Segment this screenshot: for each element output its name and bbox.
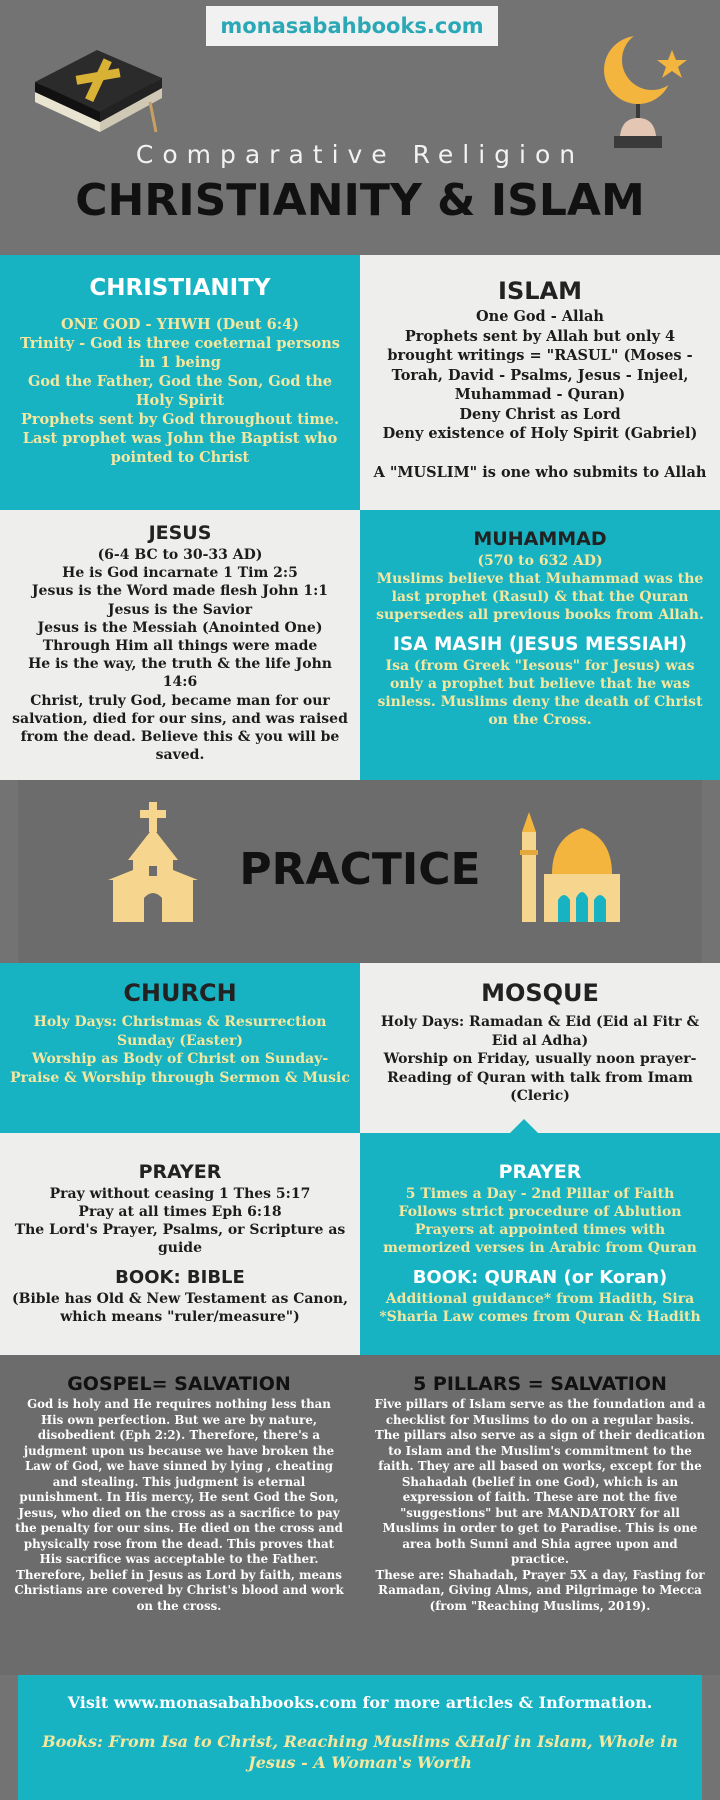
muhammad-panel <box>360 510 720 780</box>
church-body: Holy Days: Christmas & Resurrection Sunday (Easter) Worship as Body of Christ on Sunday- Praise & Worship through Sermon & Music <box>10 1014 350 1086</box>
christian-prayer-body: Pray without ceasing 1 Thes 5:17 Pray at all times Eph 6:18 The Lord's Prayer, Psalms, or Scripture as guide <box>14 1186 346 1256</box>
muslim-prayer-pointer <box>510 1119 538 1133</box>
salvation-section <box>0 1355 720 1675</box>
bible-body: (Bible has Old & New Testament as Canon, which means "ruler/measure") <box>12 1291 348 1325</box>
header-subtitle: Comparative Religion <box>135 140 585 169</box>
christianity-heading: CHRISTIANITY <box>89 275 271 301</box>
church-heading: CHURCH <box>123 979 237 1007</box>
crescent-star-icon <box>600 28 700 150</box>
footer-visit-link[interactable]: Visit www.monasabahbooks.com for more articles & Information. <box>67 1693 653 1712</box>
pillars-heading: 5 PILLARS = SALVATION <box>413 1373 667 1395</box>
islam-panel <box>360 255 720 510</box>
mosque-icon <box>516 802 626 922</box>
church-panel <box>0 963 360 1133</box>
christianity-panel <box>0 255 360 510</box>
muhammad-body: (570 to 632 AD) Muslims believe that Muhammad was the last prophet (Rasul) & that the Quran supersedes all previous books from Allah. <box>376 553 704 623</box>
header <box>0 0 720 255</box>
muhammad-heading: MUHAMMAD <box>473 528 607 550</box>
site-url-banner[interactable]: monasabahbooks.com <box>206 6 498 46</box>
practice-title: PRACTICE <box>239 844 481 895</box>
pillars-column <box>372 1373 708 1614</box>
gospel-column <box>14 1373 344 1614</box>
muslim-prayer-panel <box>360 1133 720 1355</box>
isa-body: Isa (from Greek "Iesous" for Jesus) was only a prophet but believe that he was sinless. Muslims deny the death of Christ on the Cross. <box>377 658 703 728</box>
islam-body: One God - Allah Prophets sent by Allah but only 4 brought writings = "RASUL" (Moses - Torah, David - Psalms, Jesus - Injeel, Muhammad - Quran) Deny Christ as Lord Deny existence of Holy Spirit (Gabriel) A "MUSLIM" is one who submits to Allah <box>373 308 707 481</box>
pillars-body: Five pillars of Islam serve as the foundation and a checklist for Muslims to do on a regular basis. The pillars also serve as a sign of their dedication to Islam and the Muslim's commitment to the faith. They are all based on works, except for the Shahadah (belief in one God), which is an expression of faith. These are not the five "suggestions" but are MANDATORY for all Muslims in order to get to Paradise. This is one area both Sunni and Shia agree upon and practice. These are: Shahadah, Prayer 5X a day, Fasting for Ramadan, Giving Alms, and Pilgrimage to Mecca (from "Reaching Muslims, 2019). <box>374 1397 706 1613</box>
quran-heading: BOOK: QURAN (or Koran) <box>412 1267 668 1288</box>
bible-heading: BOOK: BIBLE <box>115 1267 245 1288</box>
church-icon <box>108 802 198 922</box>
muslim-prayer-heading: PRAYER <box>498 1161 582 1183</box>
mosque-body: Holy Days: Ramadan & Eid (Eid al Fitr & Eid al Adha) Worship on Friday, usually noon prayer- Reading of Quran with talk from Imam (Cleric) <box>380 1014 700 1104</box>
christian-prayer-panel <box>0 1133 360 1355</box>
gospel-body: God is holy and He requires nothing less than His own perfection. But we are by nature, disobedient (Eph 2:2). Therefore, there's a judgment upon us because we have broken the Law of God, we have sinned by lying , cheating and stealing. This judgment is eternal punishment. In His mercy, He sent God the Son, Jesus, who died on the cross as a sacrifice to pay the penalty for our sins. He died on the cross and physically rose from the dead. This proves that His sacrifice was acceptable to the Father. Therefore, belief in Jesus as Lord by faith, means Christians are covered by Christ's blood and work on the cross. <box>14 1397 344 1613</box>
practice-banner <box>0 780 720 963</box>
jesus-panel <box>0 510 360 780</box>
jesus-body: (6-4 BC to 30-33 AD) He is God incarnate 1 Tim 2:5 Jesus is the Word made flesh John 1:1 Jesus is the Savior Jesus is the Messiah (Anointed One) Through Him all things were made He is the way, the truth & the life John 14:6 Christ, truly God, became man for our salvation, died for our sins, and was raised from the dead. Believe this & you will be saved. <box>12 547 348 764</box>
footer-books: Books: From Isa to Christ, Reaching Muslims &Half in Islam, Whole in Jesus - A Woman's Worth <box>42 1732 678 1772</box>
footer <box>0 1675 720 1800</box>
jesus-heading: JESUS <box>148 522 212 544</box>
mosque-heading: MOSQUE <box>481 979 599 1007</box>
isa-heading: ISA MASIH (JESUS MESSIAH) <box>393 634 687 655</box>
quran-body: Additional guidance* from Hadith, Sira *Sharia Law comes from Quran & Hadith <box>379 1291 701 1325</box>
page-title: CHRISTIANITY & ISLAM <box>75 175 645 226</box>
bible-icon <box>30 30 165 140</box>
gospel-heading: GOSPEL= SALVATION <box>67 1373 291 1395</box>
christianity-body: ONE GOD - YHWH (Deut 6:4) Trinity - God is three coeternal persons in 1 being God the Father, God the Son, God the Holy Spirit Prophets sent by God throughout time. Last prophet was John the Baptist who pointed to Christ <box>20 316 340 466</box>
islam-heading: ISLAM <box>498 277 582 305</box>
christian-prayer-heading: PRAYER <box>138 1161 222 1183</box>
muslim-prayer-body: 5 Times a Day - 2nd Pillar of Faith Follows strict procedure of Ablution Prayers at appointed times with memorized verses in Arabic from Quran <box>383 1186 697 1256</box>
mosque-panel <box>360 963 720 1133</box>
